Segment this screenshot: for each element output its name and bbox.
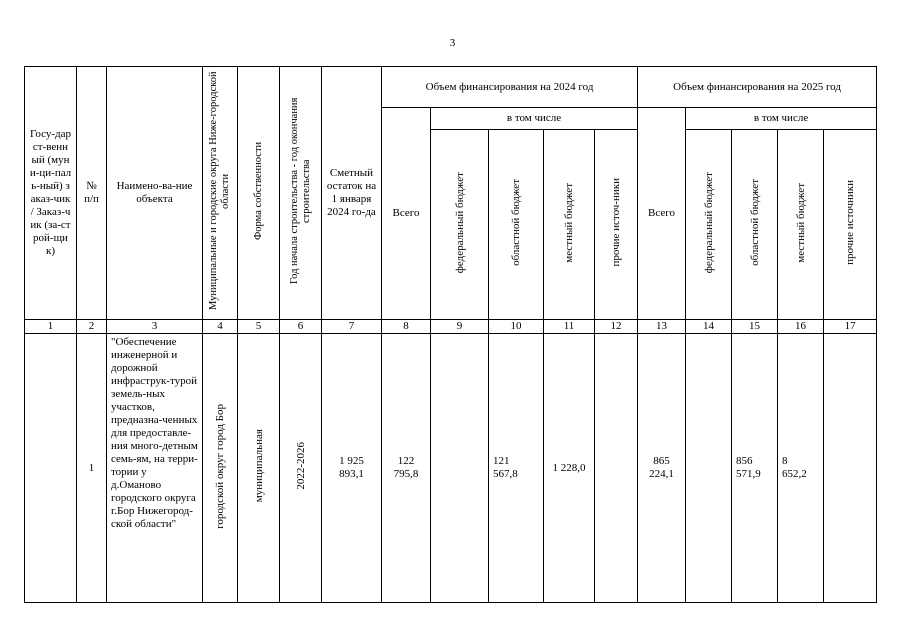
column-number: 15 [732,320,778,334]
column-number-row [25,320,877,334]
cell-federal-2025 [686,334,732,603]
header-total-2024: Всего [382,108,431,320]
cell-years-text: 2022-2026 [294,442,307,490]
header-remainder-text: Сметный остаток на 1 января 2024 го-да [326,167,377,218]
column-number: 12 [595,320,638,334]
column-number: 5 [238,320,280,334]
financing-table [24,66,877,603]
cell-federal-2024 [431,334,489,603]
column-number: 17 [824,320,877,334]
column-number: 3 [107,320,203,334]
table-row [25,334,877,603]
cell-total-2025-text: 865 224,1 [649,455,674,480]
header-regional-2024 [489,130,544,320]
header-customer [25,67,77,320]
cell-total-2024 [382,334,431,603]
cell-ownership [238,334,280,603]
cell-remainder-text: 1 925 893,1 [339,455,364,480]
column-number: 6 [280,320,322,334]
cell-ownership-text: муниципальная [252,429,265,503]
header-federal-2025 [686,130,732,320]
header-other-2025-text: прочие источники [844,180,857,265]
cell-customer [25,334,77,603]
header-row-1 [25,67,877,108]
cell-remainder [322,334,382,603]
cell-regional-2025-text: 856 571,9 [736,455,761,480]
cell-local-2025 [778,334,824,603]
header-fin-2025: Объем финансирования на 2025 год [638,67,877,108]
column-number: 7 [322,320,382,334]
header-years-text: Год начала строительства - год окончания строительства [288,97,312,285]
header-name [107,67,203,320]
header-incl-2025: в том числе [686,108,877,130]
cell-total-2024-text: 122 795,8 [393,455,419,480]
header-regional-2024-text: областной бюджет [510,179,522,266]
header-fin-2024: Объем финансирования на 2024 год [382,67,638,108]
header-federal-2024-text: федеральный бюджет [453,171,466,274]
page-number: 3 [449,37,456,49]
header-incl-2024: в том числе [431,108,638,130]
header-customer-text: Госу-дарст-венный (муни-ци-паль-ный) заказ-чик / Заказ-чик (за-строй-щик) [29,128,72,257]
header-regional-2025-text: областной бюджет [748,179,761,266]
header-total-2025: Всего [638,108,686,320]
header-federal-2024 [431,130,489,320]
column-number: 8 [382,320,431,334]
column-number: 10 [489,320,544,334]
header-other-2024-text: прочие источ-ники [610,178,623,267]
cell-regional-2025 [732,334,778,603]
cell-municipality [203,334,238,603]
column-number: 2 [77,320,107,334]
header-municipality [203,67,238,320]
header-other-2024 [595,130,638,320]
cell-years [280,334,322,603]
cell-name: "Обеспечение инженерной и дорожной инфраструк-турой земель-ных участков, предназна-ченных для предоставле-ния много-детным семь-ям, на терри-тории у д.Оманово городского округа г.Бор Нижегород-ской области" [107,334,203,603]
column-number: 4 [203,320,238,334]
header-number-text: № п/п [84,180,99,205]
header-years [280,67,322,320]
column-number: 14 [686,320,732,334]
cell-other-2024 [595,334,638,603]
column-number: 1 [25,320,77,334]
header-local-2025-text: местный бюджет [794,182,807,263]
cell-local-2024: 1 228,0 [544,334,595,603]
cell-regional-2024 [489,334,544,603]
cell-other-2025 [824,334,877,603]
header-number [77,67,107,320]
cell-regional-2024-text: 121 567,8 [493,455,518,480]
header-name-text: Наимено-ва-ние объекта [116,180,193,205]
header-other-2025 [824,130,877,320]
header-federal-2025-text: федеральный бюджет [702,171,715,274]
header-local-2025 [778,130,824,320]
column-number: 13 [638,320,686,334]
header-ownership-text: Форма собственности [252,141,264,241]
cell-number: 1 [77,334,107,603]
header-regional-2025 [732,130,778,320]
header-municipality-text: Муниципальные и городские округа Ниже-городской области [208,71,231,311]
header-ownership [238,67,280,320]
column-number: 16 [778,320,824,334]
column-number: 9 [431,320,489,334]
header-local-2024-text: местный бюджет [563,182,575,263]
cell-municipality-text: городской округ город Бор [214,403,226,529]
header-remainder [322,67,382,320]
column-number: 11 [544,320,595,334]
cell-total-2025 [638,334,686,603]
header-local-2024 [544,130,595,320]
cell-local-2025-text: 8 652,2 [782,455,807,480]
